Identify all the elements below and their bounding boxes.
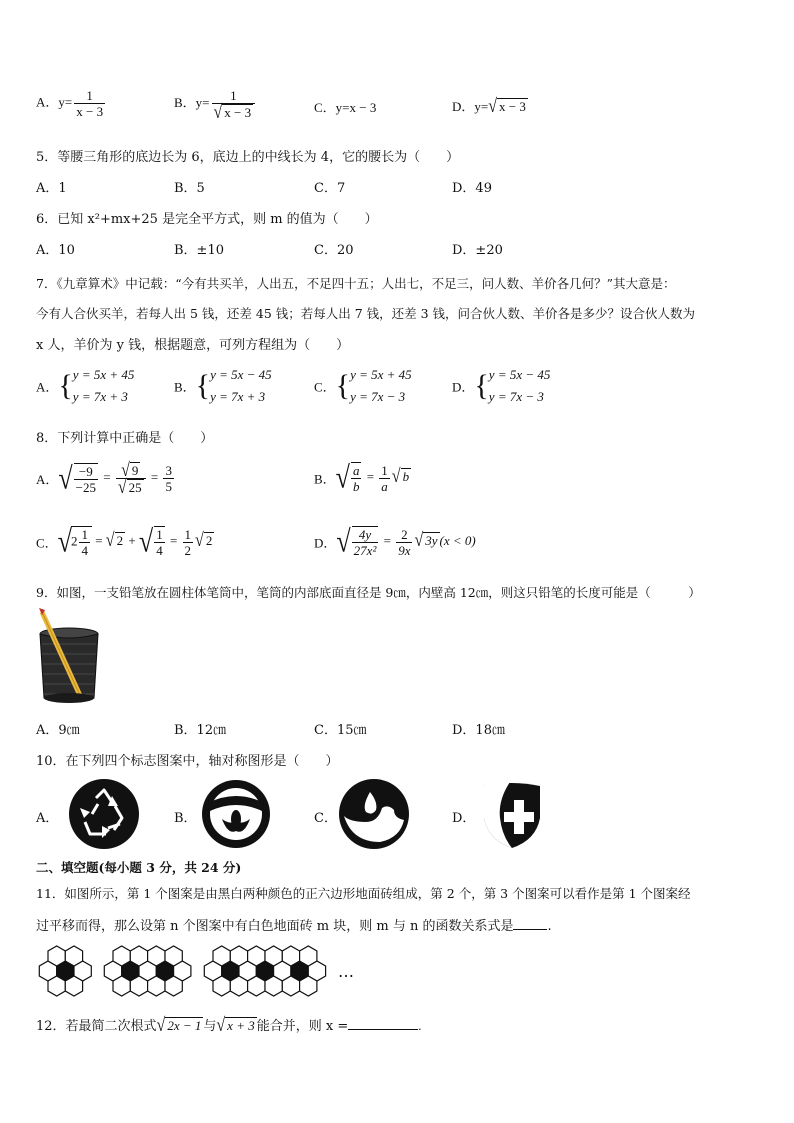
option-letter: B． <box>174 379 196 395</box>
answer-blank <box>348 1017 418 1030</box>
q5-option-b: B．5 <box>174 181 205 196</box>
q12-mid: 与 <box>203 1019 217 1034</box>
numerator: 1 <box>74 88 105 104</box>
denominator: b <box>352 479 360 494</box>
q5-option-a: A．1 <box>36 181 67 196</box>
numerator: a <box>352 463 360 478</box>
denominator: √ x − 3 <box>213 102 252 123</box>
equation-2: y = 7x + 3 <box>210 389 266 404</box>
white-hex-tile <box>148 976 165 996</box>
denominator: a <box>381 478 388 494</box>
fraction: $\frac{√ 9}{√ 25}$ <box>116 462 146 495</box>
white-hex-tile <box>300 976 317 996</box>
radicand: 3y <box>425 532 438 548</box>
fraction <box>154 526 165 558</box>
q7-option-b <box>174 364 272 408</box>
q5-stem: 5．等腰三角形的底边长为 6，底边上的中线长为 4，它的腰长为（ ） <box>36 150 460 165</box>
q7-line-1: 7．《九章算术》中记载：“今有共买羊，人出五，不足四十五；人出七，不足三，问人数、羊价各几何？”其大意是： <box>36 276 676 291</box>
white-hex-tile <box>48 946 65 966</box>
q9-stem: 9．如图，一支铅笔放在圆柱体笔筒中，笔筒的内部底面直径是 9㎝，内壁高 12㎝，则这只铅笔的长度可能是（ ） <box>36 585 701 600</box>
recycle-logo-icon <box>68 778 140 850</box>
fraction <box>79 527 90 558</box>
radicand: 2 <box>116 532 124 548</box>
q4-option-d: D．y=√ x − 3 <box>452 96 526 117</box>
numerator: 1 <box>212 88 256 104</box>
equation-system <box>350 364 412 408</box>
numerator: −9 <box>74 464 98 480</box>
white-hex-tile <box>65 976 82 996</box>
equation-1: y = 5x + 45 <box>350 367 412 382</box>
option-letter: C． <box>314 100 336 115</box>
white-hex-tile <box>282 976 299 996</box>
q8-option-b: B．√ $\frac{a}{b}$ = $\frac{1}{a}$ √ b <box>314 460 410 495</box>
fraction <box>183 527 194 558</box>
equation-1: y = 5x + 45 <box>72 367 135 382</box>
white-hex-tile <box>165 976 182 996</box>
numerator: 3 <box>165 463 172 478</box>
q8-option-a: A．√ $\frac{-9}{-25}$ = $\frac{√ 9}{√ 25}$ = $\frac{3}{5}$ <box>36 460 172 498</box>
q6-option-d: D．±20 <box>452 243 503 258</box>
white-hex-tile <box>113 946 130 966</box>
condition: (x < 0) <box>439 532 476 548</box>
brace: { <box>335 369 351 402</box>
white-hex-tile <box>48 976 65 996</box>
equation-1: y = 5x − 45 <box>210 367 272 382</box>
radicand: x + 3 <box>227 1018 255 1033</box>
option-text: y=x − 3 <box>335 100 377 115</box>
fraction <box>351 462 362 494</box>
option-letter: A． <box>36 94 59 110</box>
fraction <box>212 88 256 123</box>
white-hex-tile <box>130 946 147 966</box>
equation-system <box>73 364 135 408</box>
equation-system <box>489 364 551 408</box>
q6-option-c: C．20 <box>314 243 354 258</box>
equation-2: y = 7x − 3 <box>350 389 406 404</box>
radicand: x − 3 <box>499 99 526 114</box>
option-letter: A． <box>36 379 59 395</box>
numerator: 9 <box>131 463 139 478</box>
white-hex-tile <box>213 946 230 966</box>
option-letter: D． <box>452 379 475 395</box>
fraction <box>74 88 105 119</box>
q9-option-b: B．12㎝ <box>174 723 227 738</box>
numerator: 4y <box>352 527 379 543</box>
white-hex-tile <box>113 976 130 996</box>
brace: { <box>58 369 73 402</box>
equation-system <box>210 364 272 408</box>
numerator: 1 <box>184 526 192 542</box>
q7-line-2: 今有人合伙买羊，若每人出 5 钱，还差 45 钱；若每人出 7 钱，还差 3 钱，问合伙人数、羊价各是多少？设合伙人数为 <box>36 306 696 321</box>
white-hex-tile <box>265 946 282 966</box>
q6-option-b: B．±10 <box>174 243 224 258</box>
option-letter: C． <box>36 535 58 551</box>
option-letter: B． <box>314 471 336 487</box>
q11-line-2-end: . <box>547 919 552 934</box>
q7-line-3: x 人，羊价为 y 钱，根据题意，可列方程组为（ ） <box>36 338 350 353</box>
numerator: 2 <box>396 527 412 543</box>
white-hex-tile <box>230 976 247 996</box>
water-drop-logo-icon <box>338 778 410 850</box>
denominator: 4 <box>81 543 88 558</box>
q11-line-2-text: 过平移而得，那么设第 n 个图案中有白色地面砖 m 块，则 m 与 n 的函数关系式是 <box>36 919 514 934</box>
q9-option-d: D．18㎝ <box>452 723 505 738</box>
q6-stem: 6．已知 x²+mx+25 是完全平方式，则 m 的值为（ ） <box>36 212 378 227</box>
denominator: x − 3 <box>76 104 104 119</box>
q8-option-c: C．√2 $\frac{1}{4}$ = √ 2 + √ $\frac{1}{4}$ = $\frac{1}{2}$ √ 2 <box>36 524 213 559</box>
pencil-cup-image <box>36 608 102 706</box>
q5-option-d: D．49 <box>452 181 492 196</box>
q12-prefix: 12．若最简二次根式 <box>36 1019 157 1034</box>
q4-option-a <box>36 88 107 119</box>
hexagon-patterns-figure <box>38 940 340 1002</box>
q10-option-b-label: B． <box>174 811 197 826</box>
white-hex-tile <box>213 976 230 996</box>
q8-option-d: D．√ $\frac{4y}{\text{27x²}}$ = $\frac{2}{9x}$ √ 3y (x < 0) <box>314 524 476 559</box>
fraction <box>163 463 174 494</box>
answer-blank <box>513 917 547 930</box>
q11-line-2 <box>36 915 552 934</box>
shield-v-logo-icon <box>200 779 272 849</box>
option-letter: D． <box>452 99 475 114</box>
denominator: 4 <box>156 543 163 558</box>
radicand: 2x − 1 <box>167 1018 202 1033</box>
denominator: 5 <box>165 479 172 494</box>
q6-option-a: A．10 <box>36 243 75 258</box>
white-hex-tile <box>248 946 265 966</box>
white-hex-tile <box>130 976 147 996</box>
q7-option-d <box>452 364 550 408</box>
q7-option-a <box>36 364 134 408</box>
q10-option-d-label: D． <box>452 811 476 826</box>
q12-line: 12．若最简二次根式√ 2x − 1 与√ x + 3 能合并，则 x = . <box>36 1015 422 1036</box>
numerator: 1 <box>381 462 388 478</box>
equation-2: y = 7x + 3 <box>72 389 128 404</box>
option-letter: A． <box>36 472 59 487</box>
ellipsis: … <box>338 962 354 981</box>
q5-option-c: C．7 <box>314 181 346 196</box>
q10-stem: 10．在下列四个标志图案中，轴对称图形是（ ） <box>36 754 339 769</box>
section-2-title: 二、填空题(每小题 3 分，共 24 分) <box>36 860 242 875</box>
medical-cross-logo-icon <box>476 778 548 850</box>
equation-2: y = 7x − 3 <box>488 389 544 404</box>
fraction <box>379 463 390 494</box>
numerator: 1 <box>81 527 88 542</box>
option-lhs: y= <box>195 94 210 110</box>
radicand: 2 <box>205 532 213 548</box>
white-hex-tile <box>165 946 182 966</box>
q4-option-b <box>174 88 257 123</box>
whole-number: 2 <box>70 533 78 549</box>
denominator: 2 <box>184 542 192 558</box>
option-letter: C． <box>314 379 336 395</box>
brace: { <box>195 369 211 402</box>
option-lhs: y= <box>58 94 73 110</box>
fraction <box>396 527 412 558</box>
white-hex-tile <box>65 946 82 966</box>
numerator: 1 <box>156 527 163 542</box>
q11-line-1: 11．如图所示，第 1 个图案是由黑白两种颜色的正六边形地面砖组成，第 2 个，第 3 个图案可以看作是第 1 个图案经 <box>36 886 691 901</box>
white-hex-tile <box>265 976 282 996</box>
denominator: −25 <box>75 479 97 495</box>
denominator: 25 <box>128 480 142 495</box>
brace: { <box>474 369 489 402</box>
white-hex-tile <box>148 946 165 966</box>
q9-option-a: A．9㎝ <box>36 723 80 738</box>
option-lhs: y= <box>474 99 489 114</box>
q12-suffix: 能合并，则 x = <box>256 1019 349 1034</box>
white-hex-tile <box>230 946 247 966</box>
white-hex-tile <box>248 976 265 996</box>
denominator: 27x² <box>353 543 377 558</box>
q4-option-c <box>314 97 376 116</box>
white-hex-tile <box>282 946 299 966</box>
q12-end: . <box>418 1018 422 1033</box>
q9-option-c: C．15㎝ <box>314 723 367 738</box>
fraction <box>74 463 98 495</box>
radicand: b <box>402 468 410 484</box>
q7-option-c <box>314 364 412 408</box>
denominator: 9x <box>398 542 411 558</box>
q8-stem: 8．下列计算中正确是（ ） <box>36 431 214 446</box>
option-letter: B． <box>174 94 196 110</box>
q10-option-a-label: A． <box>36 811 59 826</box>
radicand: x − 3 <box>224 105 252 120</box>
white-hex-tile <box>300 946 317 966</box>
option-letter: D． <box>314 535 337 551</box>
equation-1: y = 5x − 45 <box>488 367 551 382</box>
q10-option-c-label: C． <box>314 811 337 826</box>
fraction <box>352 526 379 558</box>
